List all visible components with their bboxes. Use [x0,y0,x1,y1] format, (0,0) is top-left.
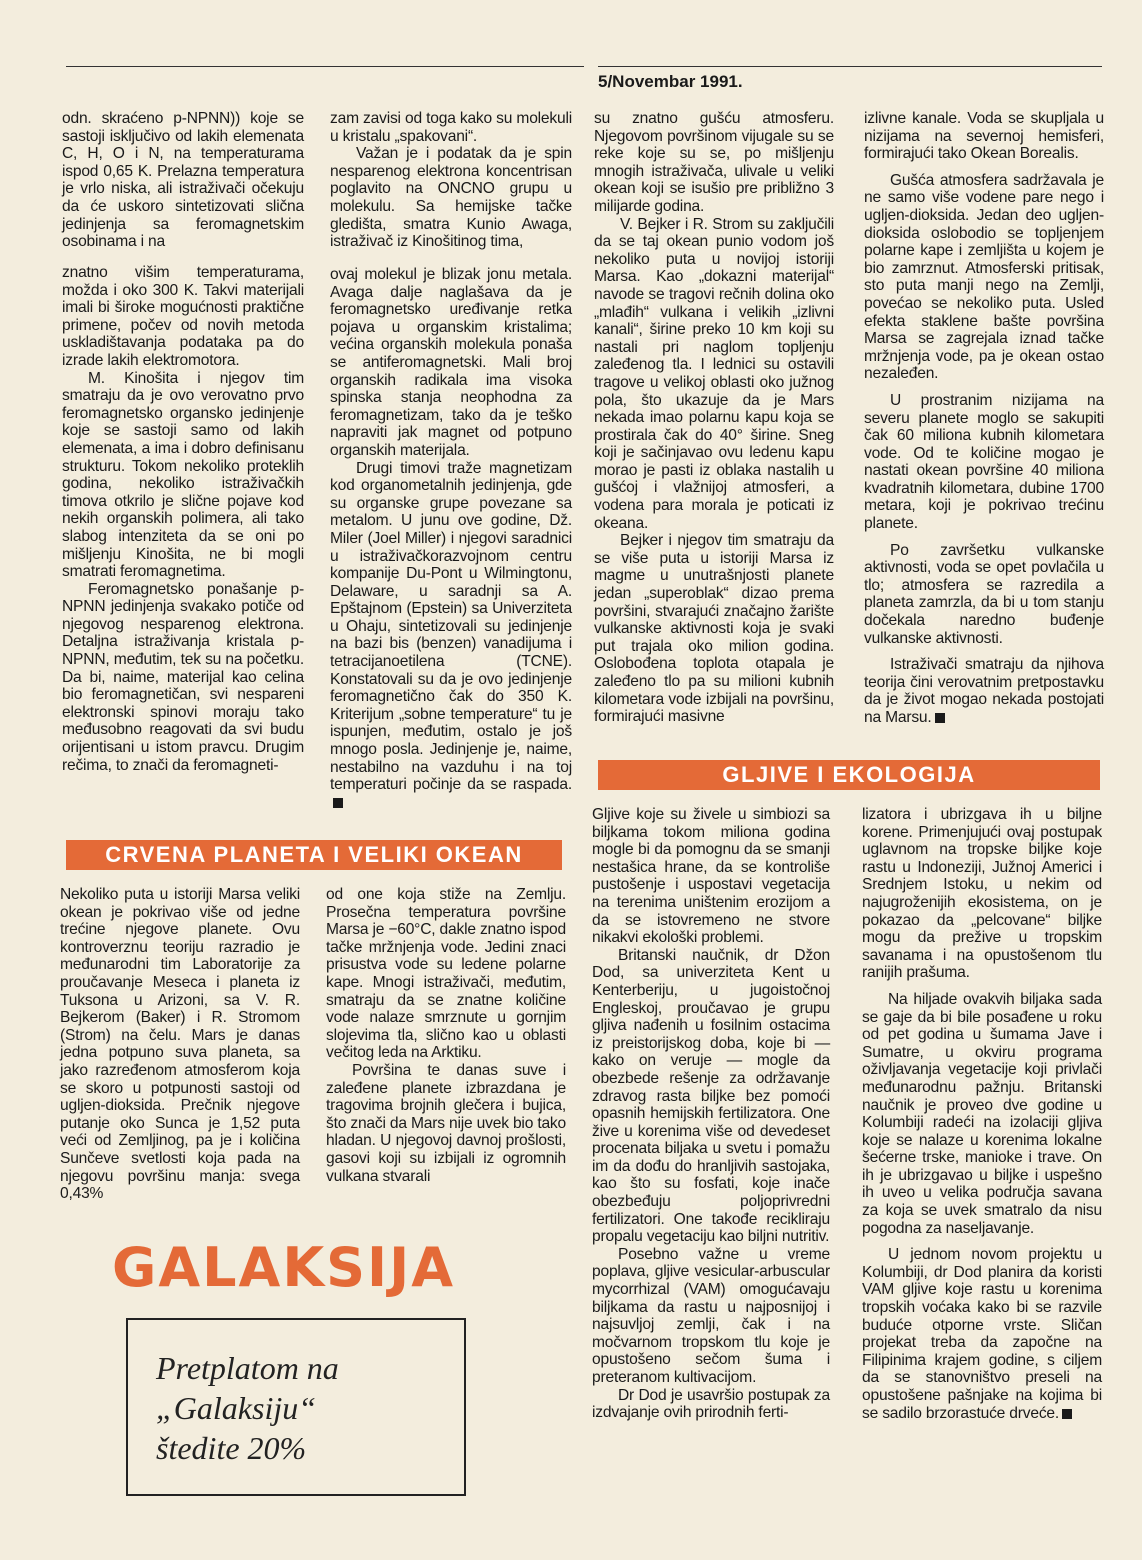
paragraph: Gljive koje su živele u simbiozi sa biljkama tokom miliona godina mogle bi da pomognu da se smanji nestašica hrane, da se kontroliše pustošenje i uspostavi vegetacija na terenima uništenim erozijom a da se istovremeno ne stvore nikakvi ekološki problemi. [592,806,830,947]
paragraph: zam zavisi od toga kako su molekuli u kristalu „spakovani“. [330,110,572,145]
s1-col1-bottom [62,264,304,774]
paragraph: izlivne kanale. Voda se skupljala u nizijama na severnoj hemisferi, formirajući tako Okean Borealis. [864,110,1104,163]
paragraph: Feromagnetsko ponašanje p-NPNN jedinjenja svakako potiče od njegovog nesparenog elektrona. Detaljna istraživanja kristala p-NPNN, međutim, tek su na početku. Da bi, naime, materijal kao celina bio feromagnetičan, svi nespareni elektronski spinovi moraju tako međusobno reagovati da svi budu orijentisani u istom pravcu. Drugim rečima, to znači da feromagneti- [62,580,304,774]
s2-col1 [60,886,300,1203]
s3-col2 [862,806,1102,1422]
promo-line-2: „Galaksiju“ [156,1390,317,1426]
paragraph: Dr Dod je usavršio postupak za izdvajanje ovih prirodnih ferti- [592,1386,830,1422]
paragraph: V. Bejker i R. Strom su zaključili da se taj okean punio vodom još nekoliko puta u novijoj istoriji Marsa. Kao „dokazni materijal“ navode se tragovi rečnih dolina oko „mlađih“ vulkana i velikih „izlivni kanali“, širine preko 10 km koji su nastali pri naglom topljenju zaleđenog tla. I lednici su ostavili tragove u velikoj oblasti oko južnog pola, što ukazuje da je Mars nekada imao polarnu kapu koja se prostirala čak do 40° širine. Sneg koji je sačinjavao ovu ledenu kapu morao je pasti iz oblaka nastalih u gušćoj i vlažnijoj atmosferi, a vodena para morala je poticati iz okeana. [594,215,834,532]
issue-date: 5/Novembar 1991. [598,72,743,91]
s2-col4 [864,110,1104,727]
s2-title-banner: CRVENA PLANETA I VELIKI OKEAN [66,840,562,870]
paragraph: Nekoliko puta u istoriji Marsa veliki okean je pokrivao više od jedne trećine njegove planete. Ovu kontroverznu teoriju razradio je međunarodni tim Laboratorije za proučavanje Meseca i planeta iz Tuksona u Arizoni, sa V. R. Bejkerom (Baker) i R. Stromom (Strom) na čelu. Mars je danas jedna potpuno suva planeta, sa jako razređenom atmosferom koja se skoro u potpunosti sastoji od ugljen-dioksida. Prečnik njegove putanje oko Sunca je 1,52 puta veći od Zemljinog, pa je i količina Sunčeve svetlosti koja pada na njegovu površinu manja: svega 0,43% [60,886,300,1203]
s1-col1-top [62,110,304,251]
paragraph: su znatno gušću atmosferu. Njegovom površinom vijugale su se reke koje su se, po mišljenju mnogih istraživača, ulivale u veliki okean koji se isušio pre približno 3 milijarde godina. [594,110,834,215]
subscription-promo [126,1318,466,1496]
promo-line-3: štedite 20% [156,1430,307,1466]
paragraph: Važan je i podatak da je spin nesparenog elektrona koncentrisan poglavito na ONCNO grupu u molekulu. Sa hemijske tačke gledišta, smatra Kunio Awaga, istraživač iz Kinošitinog tima, [330,145,572,251]
end-mark [1062,1409,1072,1419]
paragraph: od one koja stiže na Zemlju. Prosečna temperatura površine Marsa je −60°C, dakle znatno ispod tačke mržnjenja vode. Jedini znaci prisustva vode su ledene polarne kape. Mnogi istraživači, međutim, smatraju da se znatne količine vode nalaze smrznute u gornjim slojevima tla, slično kao u oblasti večitog leda na Arktiku. [326,886,566,1062]
paragraph: Bejker i njegov tim smatraju da se više puta u istoriji Marsa iz magme u unutrašnjosti planete jedan „superoblak“ dizao prema površini, stvarajući značajno žarište vulkanske aktivnosti koja je svaki put trajala oko milion godina. Oslobođena toplota otapala je zaleđeno tlo pa su milioni kubnih kilometara vode izbijali na površinu, formirajući masivne [594,532,834,726]
promo-line-1: Pretplatom na [156,1350,339,1386]
paragraph: U prostranim nizijama na severu planete moglo se sakupiti čak 60 miliona kubnih kilometara vode. Od te količine mogao je nastati okean površine 40 miliona kvadratnih kilometara, dubine 1700 metara, koji je pokrivao trećinu planete. [864,391,1104,533]
s3-col1 [592,806,830,1422]
paragraph: Britanski naučnik, dr Džon Dod, sa univerziteta Kent u Kenterberiju, u jugoistočnoj Engleskoj, proučavao je grupu gljiva nađenih u fosilnim ostacima iz preistorijskog doba, koje bi — kako on veruje — mogle da obezbede rešenje za održavanje zdravog rasta biljke bez pomoći opasnih hemijskih fertilizatora. One žive u korenima više od devedeset procenata biljaka u svetu i pomažu im da dođu do hranljivih sastojaka, kao što su fosfati, koje inače obezbeđuju poljoprivredni fertilizatori. One takođe recikliraju propalu vegetaciju kao biljni nutritiv. [592,946,830,1246]
paragraph: lizatora i ubrizgava ih u biljne korene. Primenjujući ovaj postupak uglavnom na tropske biljke koje rastu u Indoneziji, Južnoj Americi i Srednjem Istoku, u nekim od najugroženijih ekosistema, on je pokazao da „pelcovane“ biljke mogu da prežive u tropskim savanama i na opustošenom tlu ranijih prašuma. [862,806,1102,982]
paragraph: Istraživači smatraju da njihova teorija čini verovatnim pretpostavku da je život mogao nekada postojati na Marsu. [864,656,1104,726]
end-mark [333,798,343,808]
galaksija-logo: GALAKSIJA [112,1236,456,1299]
top-rule-right [598,66,1102,67]
paragraph: Površina te danas suve i zaleđene planete izbrazdana je tragovima brojnih glečera i bujica, što znači da Mars nije uvek bio tako hladan. U njegovoj davnoj prošlosti, gasovi koji su izbijali iz ogromnih vulkana stvarali [326,1061,566,1185]
s1-col2-bottom [330,266,572,811]
paragraph: M. Kinošita i njegov tim smatraju da je ovo verovatno prvo feromagnetsko organsko jedinjenje koje se sastoji samo od lakih elemenata, a ima i dobro definisanu strukturu. Tokom nekoliko proteklih godina, nekoliko istraživačkih timova otkrilo je slične pojave kod nekih organskih polimera, ali tako slabog intenziteta da se oni po mišljenju Kinošita, ne bi mogli smatrati feromagnetima. [62,369,304,581]
s2-col2 [326,886,566,1185]
paragraph: Po završetku vulkanske aktivnosti, voda se opet povlačila u tlo; atmosfera se razredila a planeta zamrzla, da bi u tom stanju dočekala naredno buđenje vulkanske aktivnosti. [864,541,1104,647]
paragraph: znatno višim temperaturama, možda i oko 300 K. Takvi materijali imali bi široke mogućnosti praktične primene, počev od novih metoda uskladištavanja podataka pa do izrade lakih elektromotora. [62,264,304,369]
paragraph: Gušća atmosfera sadržavala je ne samo više vodene pare nego i ugljen-dioksida. Jedan deo ugljen-dioksida oslobodio se topljenjem polarne kape i zemljišta u kojem je bio zamrznut. Atmosferski pritisak, sto puta manji nego na Zemlji, povećao se nekoliko puta. Usled efekta staklene bašte površina Marsa se zagrejala iznad tačke mržnjenja vode, pa je okean ostao nezaleđen. [864,171,1104,383]
paragraph: U jednom novom projektu u Kolumbiji, dr Dod planira da koristi VAM gljive koje rastu u korenima tropskih voćaka kako bi se razvile buduće otporne vrste. Sličan projekat treba da započne na Filipinima krajem godine, s ciljem da se stanovništvo preseli na opustošene pašnjake na kojima bi se sadilo brzorastuće drveće. [862,1246,1102,1422]
paragraph: ovaj molekul je blizak jonu metala. Avaga dalje naglašava da je feromagnetsko uređivanje retka pojava u organskim kristalima; većina organskih molekula ponaša se antiferomagnetski. Mali broj organskih radikala ima visoka spinska stanja neophodna za feromagnetizam, tako da je teško napraviti jak magnet od potpuno organskih materijala. [330,266,572,459]
paragraph: odn. skraćeno p-NPNN)) koje se sastoji isključivo od lakih elemenata C, H, O i N, na temperaturama ispod 0,65 K. Prelazna temperatura je vrlo niska, ali istraživači očekuju da će uskoro sintetizovati slična jedinjenja sa feromagnetskim osobinama i na [62,110,304,251]
s2-col3 [594,110,834,726]
s3-title-banner: GLJIVE I EKOLOGIJA [598,760,1100,790]
paragraph: Drugi timovi traže magnetizam kod organometalnih jedinjenja, gde su organske grupe povezane sa metalom. U junu ove godine, Dž. Miler (Joel Miller) i njegovi saradnici u istraživačkorazvojnom centru kompanije Du-Pont u Wilmingtonu, Delaware, u saradnji sa A. Epštajnom (Epstein) sa Univerziteta u Ohaju, sintetizovali su jedinjenje na bazi bis (benzen) vanadijuma i tetracijanoetilena (TCNE). Konstatovali su da je ovo jedinjenje feromagnetično čak do 350 K. Kriterijum „sobne temperature“ tu je ispunjen, međutim, ostalo je još mnogo posla. Jedinjenje je, naime, nestabilno na vazduhu i na toj temperaturi počinje da se raspada. [330,460,572,812]
end-mark [935,713,945,723]
s1-col2-top [330,110,572,251]
paragraph: Na hiljade ovakvih biljaka sada se gaje da bi bile posađene u roku od pet godina u šumama Jave i Sumatre, u okviru programa oživljavanja vegetacije koji privlači međunarodnu pažnju. Britanski naučnik je proveo dve godine u Kolumbiji radeći na izolaciji gljiva koje se nalaze u korenima lokalne šećerne trske, manioke i trave. On ih je ubrizgavao u biljke i uspešno ih uveo u velika područja savana za koja se uvek smatralo da nisu pogodna za naseljavanje. [862,990,1102,1237]
top-rule [66,66,584,67]
paragraph: Posebno važne u vreme poplava, gljive vesicular-arbuscular mycorrhizal (VAM) omogućavaju biljkama da rastu u najposnijoj i najsuvljoj zemlji, čak i na močvarnom tropskom tlu koje je opustošeno sečom šuma i preteranom kultivacijom. [592,1245,830,1386]
